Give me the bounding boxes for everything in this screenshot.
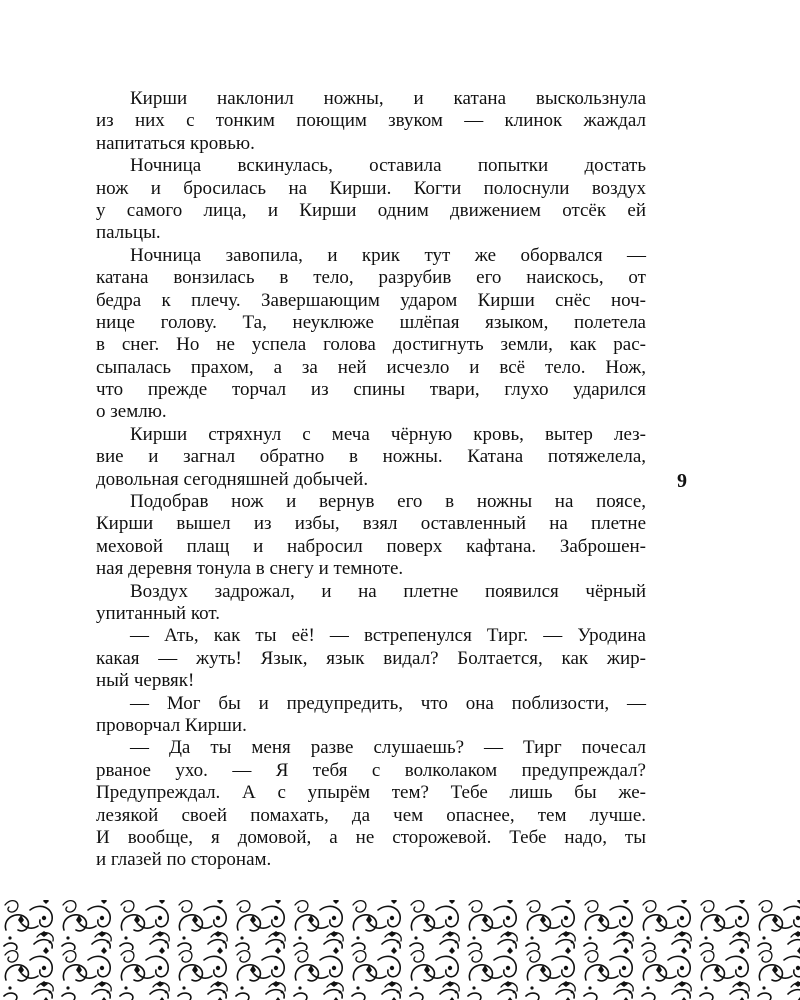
text-line: сыпалась прахом, а за ней исчезло и всё тело. Нож, <box>96 356 646 378</box>
text-line: — Да ты меня разве слушаешь? — Тирг почесал <box>130 737 646 759</box>
text-line: Кирши наклонил ножны, и катана выскользнула <box>130 88 646 109</box>
text-line: ная деревня тонула в снегу и темноте. <box>96 558 404 580</box>
text-line: довольная сегодняшней добычей. <box>96 468 369 490</box>
text-line: из них с тонким поющим звуком — клинок жаждал <box>96 110 646 132</box>
text-line: какая — жуть! Язык, язык видал? Болтается, как жир- <box>96 647 646 669</box>
text-line: Кирши стряхнул с меча чёрную кровь, вытер лез- <box>130 423 646 445</box>
decorative-border-ornament <box>0 900 800 1000</box>
text-line: и глазей по сторонам. <box>96 849 272 871</box>
text-line: Ночница вскинулась, оставила попытки достать <box>130 155 646 177</box>
text-line: вие и загнал обратно в ножны. Катана потяжелела, <box>96 446 646 468</box>
page-number: 9 <box>677 470 687 492</box>
text-line: нице голову. Та, неуклюже шлёпая языком, полетела <box>96 311 646 333</box>
text-line: в снег. Но не успела голова достигнуть земли, как рас- <box>96 334 646 356</box>
body-text <box>96 88 646 872</box>
text-line: Предупреждал. А с упырём тем? Тебе лишь бы же- <box>96 782 646 804</box>
text-line: Кирши вышел из избы, взял оставленный на плетне <box>96 513 646 535</box>
text-line: проворчал Кирши. <box>96 714 247 736</box>
text-line: нож и бросилась на Кирши. Когти полоснули воздух <box>96 177 646 199</box>
text-line: бедра к плечу. Завершающим ударом Кирши снёс ноч- <box>96 289 646 311</box>
text-line: ный червяк! <box>96 670 195 692</box>
text-line: напитаться кровью. <box>96 132 255 154</box>
text-line: что прежде торчал из спины твари, глухо ударился <box>96 379 646 401</box>
text-line: Воздух задрожал, и на плетне появился чёрный <box>130 580 646 602</box>
text-line: у самого лица, и Кирши одним движением отсёк ей <box>96 199 646 221</box>
text-line: меховой плащ и набросил поверх кафтана. Заброшен- <box>96 535 646 557</box>
text-line: — Мог бы и предупредить, что она поблизости, — <box>130 692 646 714</box>
text-line: лезякой своей помахать, да чем опаснее, тем лучше. <box>96 804 646 826</box>
text-line: Подобрав нож и вернув его в ножны на поясе, <box>130 491 646 513</box>
text-line: рваное ухо. — Я тебя с волколаком предупреждал? <box>96 759 646 781</box>
text-line: упитанный кот. <box>96 602 220 624</box>
text-line: Ночница завопила, и крик тут же оборвался — <box>130 244 646 266</box>
text-line: о землю. <box>96 401 167 423</box>
text-line: И вообще, я домовой, а не сторожевой. Тебе надо, ты <box>96 826 646 848</box>
text-line: катана вонзилась в тело, разрубив его наискось, от <box>96 267 646 289</box>
text-line: — Ать, как ты её! — встрепенулся Тирг. — Уродина <box>130 625 646 647</box>
text-line: пальцы. <box>96 222 161 244</box>
